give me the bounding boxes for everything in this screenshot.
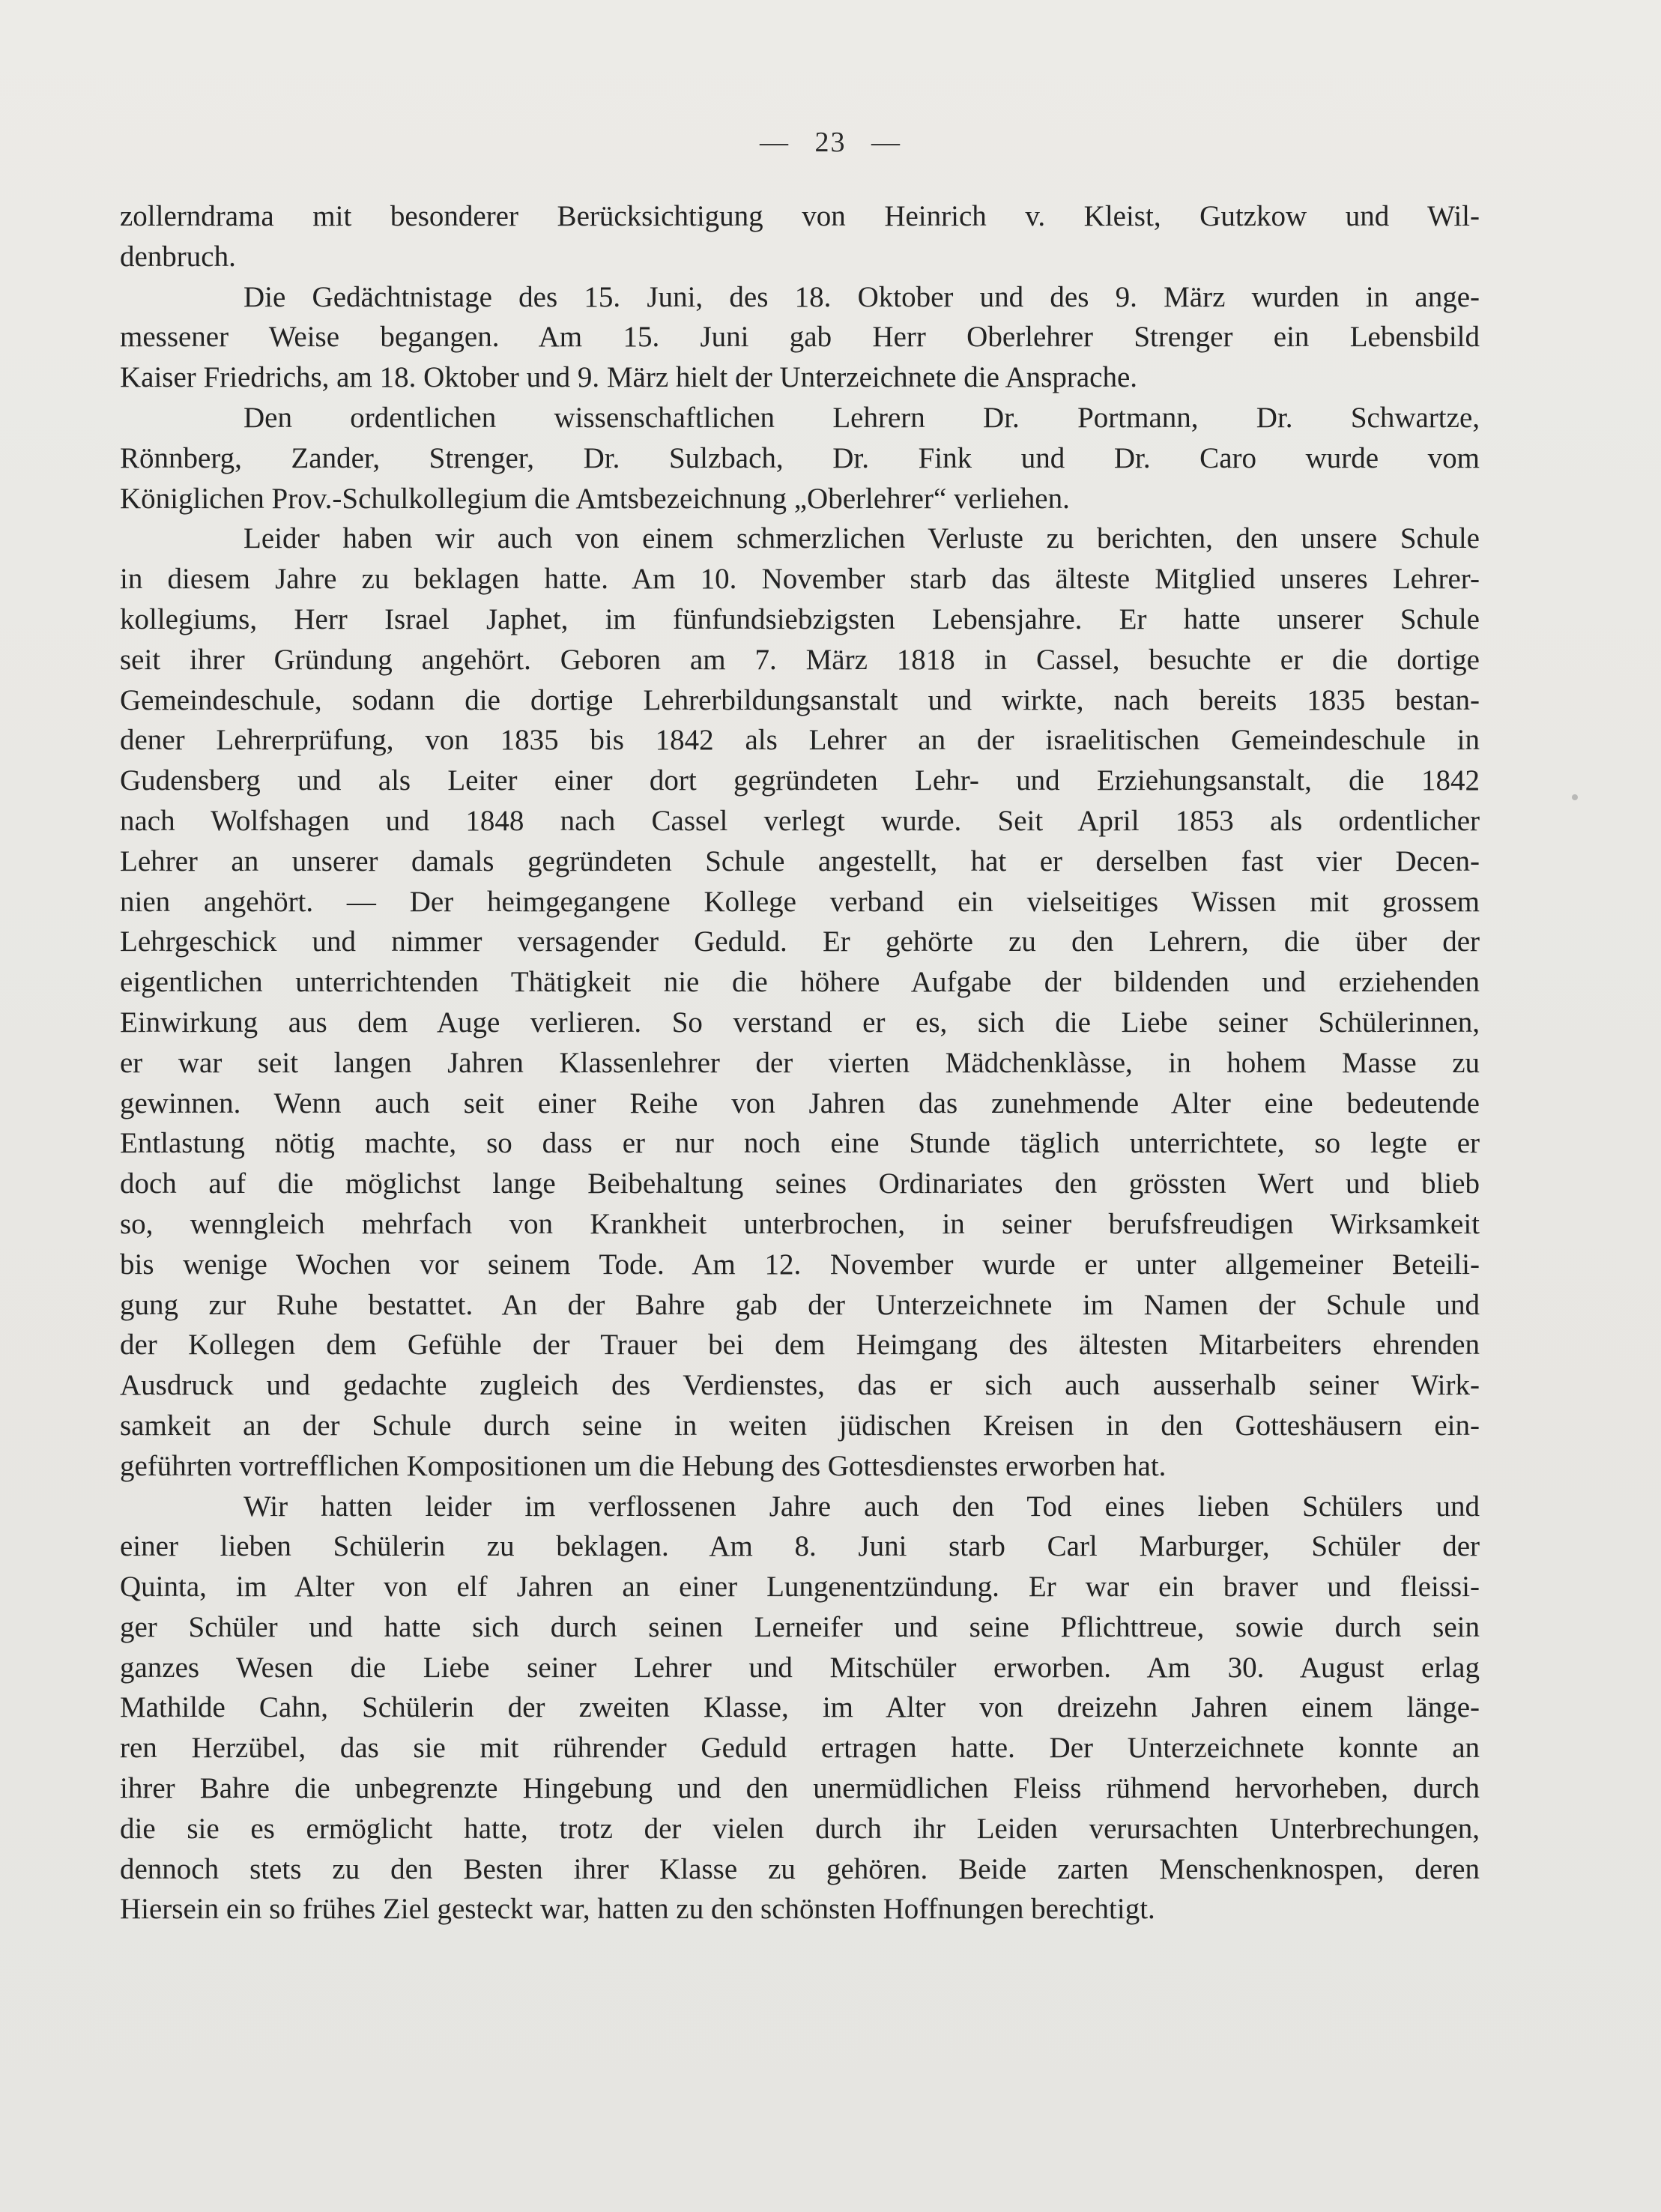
text-line <box>120 398 1480 438</box>
text-line-content: nien angehört. — Der heimgegangene Kollege verband ein vielseitiges Wissen mit grossem <box>120 885 1480 918</box>
scan-speck <box>1572 794 1578 800</box>
text-line <box>120 519 1480 559</box>
text-line-content: Gudensberg und als Leiter einer dort gegründeten Lehr- und Erziehungsanstalt, die 1842 <box>120 764 1480 797</box>
page-number: — 23 — <box>760 127 901 158</box>
text-line-content: Quinta, im Alter von elf Jahren an einer Lungenentzündung. Er war ein braver und fleissi- <box>120 1571 1480 1604</box>
text-line <box>120 640 1480 680</box>
text-line-content: Wir hatten leider im verflossenen Jahre auch den Tod eines lieben Schülers und <box>243 1490 1480 1523</box>
text-line-content: ren Herzübel, das sie mit rührender Geduld ertragen hatte. Der Unterzeichnete konnte an <box>120 1732 1480 1765</box>
text-line-content: denbruch. <box>120 240 236 273</box>
text-line-content: seit ihrer Gründung angehört. Geboren am 7. März 1818 in Cassel, besuchte er die dortige <box>120 643 1480 676</box>
text-line-content: einer lieben Schülerin zu beklagen. Am 8. Juni starb Carl Marburger, Schüler der <box>120 1530 1480 1563</box>
text-line-content: kollegiums, Herr Israel Japhet, im fünfundsiebzigsten Lebensjahre. Er hatte unserer Schule <box>120 602 1480 635</box>
text-line-content: gewinnen. Wenn auch seit einer Reihe von Jahren das zunehmende Alter eine bedeutende <box>120 1087 1480 1119</box>
text-line <box>120 1768 1480 1809</box>
text-line-content: Den ordentlichen wissenschaftlichen Lehrern Dr. Portmann, Dr. Schwartze, <box>243 401 1480 434</box>
text-line <box>120 962 1480 1003</box>
text-line <box>120 1325 1480 1365</box>
text-line <box>120 1365 1480 1406</box>
text-line <box>120 841 1480 882</box>
text-line <box>120 277 1480 318</box>
text-line <box>120 1043 1480 1084</box>
text-line-content: Gemeindeschule, sodann die dortige Lehrerbildungsanstalt und wirkte, nach bereits 1835 bestan- <box>120 683 1480 716</box>
text-line-content: messener Weise begangen. Am 15. Juni gab Herr Oberlehrer Strenger ein Lebensbild <box>120 321 1480 354</box>
text-line <box>120 438 1480 479</box>
text-line <box>120 1003 1480 1043</box>
text-line-content: Leider haben wir auch von einem schmerzlichen Verluste zu berichten, den unsere Schule <box>243 522 1480 555</box>
text-line <box>120 1406 1480 1446</box>
text-line <box>120 237 1480 277</box>
text-line <box>120 922 1480 962</box>
text-line-content: Mathilde Cahn, Schülerin der zweiten Klasse, im Alter von dreizehn Jahren einem länge- <box>120 1691 1480 1724</box>
text-line-content: in diesem Jahre zu beklagen hatte. Am 10. November starb das älteste Mitglied unseres Lehrer- <box>120 563 1480 596</box>
text-line <box>120 1164 1480 1204</box>
text-line <box>120 1728 1480 1768</box>
text-line-content: Rönnberg, Zander, Strenger, Dr. Sulzbach, Dr. Fink und Dr. Caro wurde vom <box>120 441 1480 474</box>
text-line <box>120 1849 1480 1890</box>
text-line-content: er war seit langen Jahren Klassenlehrer der vierten Mädchenklàsse, in hohem Masse zu <box>120 1046 1480 1079</box>
text-line-content: der Kollegen dem Gefühle der Trauer bei dem Heimgang des ältesten Mitarbeiters ehrenden <box>120 1329 1480 1362</box>
text-line-content: dennoch stets zu den Besten ihrer Klasse zu gehören. Beide zarten Menschenknospen, deren <box>120 1852 1480 1885</box>
text-line-content: Hiersein ein so frühes Ziel gesteckt war, hatten zu den schönsten Hoffnungen berechtigt. <box>120 1893 1155 1926</box>
text-line-content: Einwirkung aus dem Auge verlieren. So verstand er es, sich die Liebe seiner Schülerinnen, <box>120 1006 1480 1039</box>
text-line-content: Lehrer an unserer damals gegründeten Schule angestellt, hat er derselben fast vier Decen- <box>120 844 1480 877</box>
text-line-content: Ausdruck und gedachte zugleich des Verdienstes, das er sich auch ausserhalb seiner Wirk- <box>120 1369 1480 1402</box>
text-line-content: ganzes Wesen die Liebe seiner Lehrer und Mitschüler erworben. Am 30. August erlag <box>120 1651 1480 1684</box>
text-line-content: doch auf die möglichst lange Beibehaltung seines Ordinariates den grössten Wert und blieb <box>120 1167 1480 1200</box>
text-line <box>120 882 1480 922</box>
text-line <box>120 1285 1480 1326</box>
body-text <box>120 196 1480 1930</box>
text-line <box>120 801 1480 841</box>
text-line <box>120 357 1480 398</box>
text-line <box>120 720 1480 761</box>
text-line-content: eigentlichen unterrichtenden Thätigkeit nie die höhere Aufgabe der bildenden und erziehenden <box>120 966 1480 999</box>
text-line <box>120 1084 1480 1124</box>
text-line-content: zollerndrama mit besonderer Berücksichtigung von Heinrich v. Kleist, Gutzkow und Wil- <box>120 200 1480 232</box>
text-line <box>120 1567 1480 1607</box>
text-line <box>120 1889 1480 1930</box>
text-line-content: Lehrgeschick und nimmer versagender Geduld. Er gehörte zu den Lehrern, die über der <box>120 925 1480 958</box>
text-line-content: dener Lehrerprüfung, von 1835 bis 1842 als Lehrer an der israelitischen Gemeindeschule in <box>120 724 1480 757</box>
text-line <box>120 1526 1480 1567</box>
text-line-content: Kaiser Friedrichs, am 18. Oktober und 9. März hielt der Unterzeichnete die Ansprache. <box>120 361 1138 394</box>
text-line-content: so, wenngleich mehrfach von Krankheit unterbrochen, in seiner berufsfreudigen Wirksamkeit <box>120 1207 1480 1240</box>
text-line <box>120 317 1480 357</box>
text-line <box>120 1245 1480 1285</box>
text-line <box>120 599 1480 640</box>
text-line <box>120 1446 1480 1487</box>
text-line-content: Die Gedächtnistage des 15. Juni, des 18. Oktober und des 9. März wurden in ange- <box>243 280 1480 313</box>
text-line-content: geführten vortrefflichen Kompositionen um die Hebung des Gottesdienstes erworben hat. <box>120 1449 1167 1482</box>
text-line <box>120 1648 1480 1688</box>
text-line <box>120 1687 1480 1728</box>
text-line <box>120 1487 1480 1527</box>
text-line-content: Entlastung nötig machte, so dass er nur noch eine Stunde täglich unterrichtete, so legte er <box>120 1127 1480 1160</box>
text-line <box>120 1204 1480 1245</box>
text-line-content: die sie es ermöglicht hatte, trotz der vielen durch ihr Leiden verursachten Unterbrechungen, <box>120 1812 1480 1845</box>
text-line <box>120 1809 1480 1849</box>
text-line-content: bis wenige Wochen vor seinem Tode. Am 12. November wurde er unter allgemeiner Beteili- <box>120 1248 1480 1281</box>
text-line-content: Königlichen Prov.-Schulkollegium die Amtsbezeichnung „Oberlehrer“ verliehen. <box>120 482 1070 515</box>
text-line-content: nach Wolfshagen und 1848 nach Cassel verlegt wurde. Seit April 1853 als ordentlicher <box>120 804 1480 837</box>
text-line-content: ger Schüler und hatte sich durch seinen Lerneifer und seine Pflichttreue, sowie durch sein <box>120 1610 1480 1643</box>
text-line <box>120 196 1480 237</box>
text-line-content: ihrer Bahre die unbegrenzte Hingebung und den unermüdlichen Fleiss rühmend hervorheben, durch <box>120 1772 1480 1805</box>
text-line <box>120 1607 1480 1648</box>
text-line-content: gung zur Ruhe bestattet. An der Bahre gab der Unterzeichnete im Namen der Schule und <box>120 1288 1480 1321</box>
text-line <box>120 761 1480 801</box>
text-line <box>120 479 1480 519</box>
text-line-content: samkeit an der Schule durch seine in weiten jüdischen Kreisen in den Gotteshäusern ein- <box>120 1409 1480 1442</box>
text-line <box>120 680 1480 721</box>
text-line <box>120 1123 1480 1164</box>
text-line <box>120 559 1480 599</box>
